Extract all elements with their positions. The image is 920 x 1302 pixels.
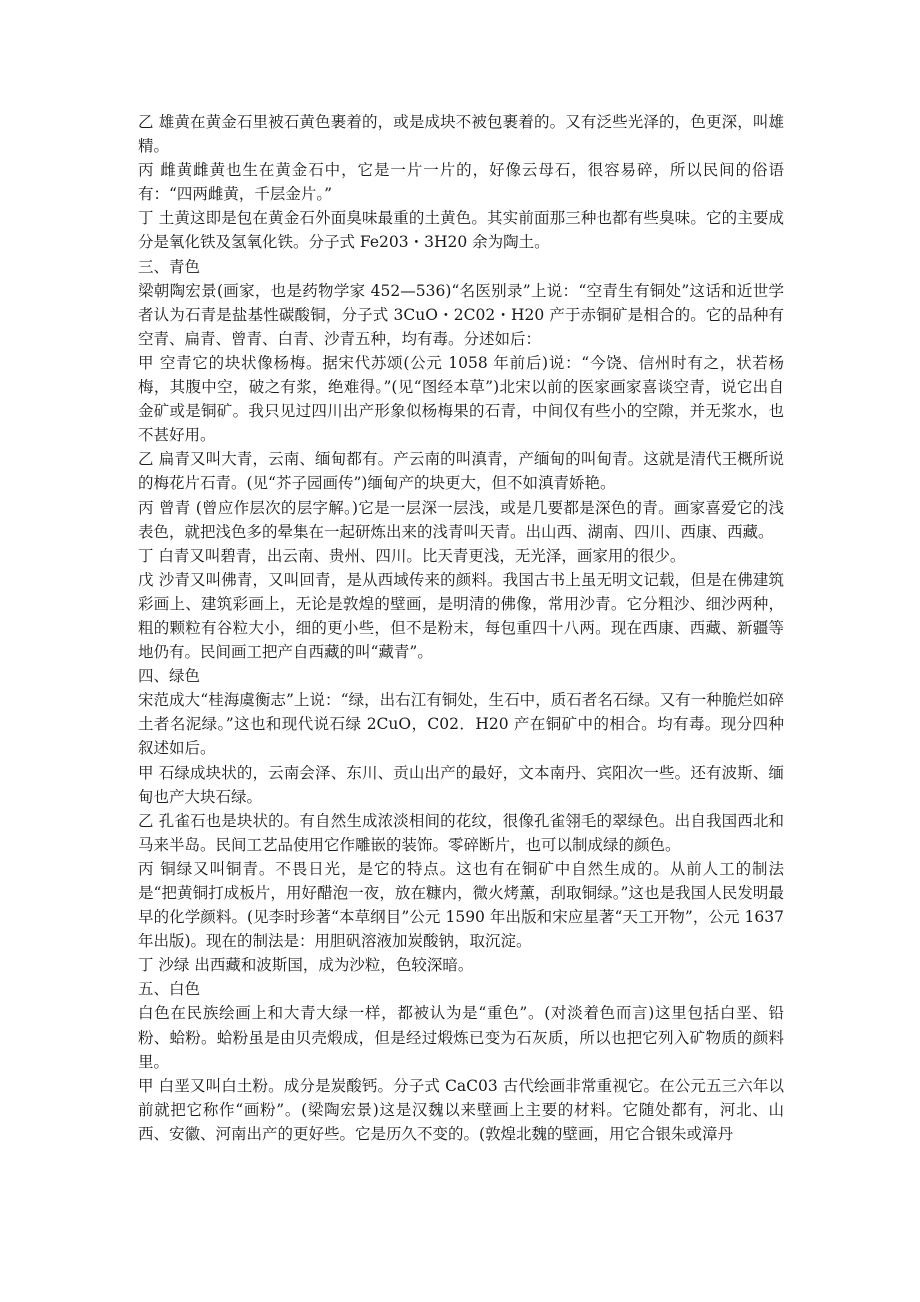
paragraph-jia-shilv: 甲 石绿成块状的，云南会泽、东川、贡山出产的最好，文本南丹、宾阳次一些。还有波斯、缅甸也产大块石绿。 (138, 763, 784, 806)
paragraph-baise-intro: 白色在民族绘画上和大青大绿一样，都被认为是“重色”。(对淡着色而言)这里包括白垩、铅粉、蛤粉。蛤粉虽是由贝壳煅成，但是经过煅炼已变为石灰质，所以也把它列入矿物质的颜料里。 (138, 1004, 784, 1071)
paragraph-qingse-intro: 梁朝陶宏景(画家，也是药物学家 452—536)“名医别录”上说：“空青生有铜处”这话和近世学者认为石青是盐基性碳酸铜，分子式 3CuO・2C02・H20 产于赤铜矿是相合的。它的品种有空青、扁青、曾青、白青、沙青五种，均有毒。分述如后： (138, 281, 784, 348)
paragraph-ding-shalv: 丁 沙绿 出西藏和波斯国，成为沙粒，色较深暗。 (138, 956, 474, 975)
paragraph-ding-tuhuang: 丁 土黄这即是包在黄金石外面臭味最重的土黄色。其实前面那三种也都有些臭味。它的主要成分是氧化铁及氢氧化铁。分子式 Fe203・3H20 余为陶土。 (138, 209, 784, 252)
paragraph-bing-cengqing: 丙 曾青 (曾应作层次的层字解。)它是一层深一层浅，或是几要都是深色的青。画家喜爱它的浅表色，就把浅色多的晕集在一起研炼出来的浅青叫天青。出山西、湖南、四川、西康、西藏。 (138, 498, 784, 541)
paragraph-bing-tonglv: 丙 铜绿又叫铜青。不畏日光，是它的特点。这也有在铜矿中自然生成的。从前人工的制法是“把黄铜打成板片，用好醋泡一夜，放在糠内，微火烤薰，刮取铜绿。”这也是我国人民发明最早的化学颜料。(见李时珍著“本草纲目”公元 1590 年出版和宋应星著“天工开物”，公元 1637 年出版)。现在的制法是：用胆矾溶液加炭酸钠，取沉淀。 (138, 859, 784, 951)
section-heading-baise: 五、白色 (138, 980, 201, 999)
paragraph-ding-baiqing: 丁 白青又叫碧青，出云南、贵州、四川。比天青更浅，无光泽，画家用的很少。 (138, 546, 686, 565)
section-heading-qingse: 三、青色 (138, 257, 201, 276)
section-heading-lvse: 四、绿色 (138, 667, 201, 686)
paragraph-lvse-intro: 宋范成大“桂海虞衡志”上说：“绿，出右江有铜处，生石中，质石者名石绿。又有一种脆烂如碎土者名泥绿。”这也和现代说石绿 2CuO，C02．H20 产在铜矿中的相合。均有毒。现分四种叙述如后。 (138, 691, 784, 758)
document-body (138, 110, 784, 1146)
paragraph-yi-bianqing: 乙 扁青又叫大青，云南、缅甸都有。产云南的叫滇青，产缅甸的叫甸青。这就是清代王概所说的梅花片石青。(见“芥子园画传”)缅甸产的块更大，但不如滇青娇艳。 (138, 450, 784, 493)
paragraph-jia-baie: 甲 白垩又叫白土粉。成分是炭酸钙。分子式 CaC03 古代绘画非常重视它。在公元五三六年以前就把它称作“画粉”。(梁陶宏景)这是汉魏以来壁画上主要的材料。它随处都有，河北、山西、安徽、河南出产的更好些。它是历久不变的。(敦煌北魏的壁画，用它合银朱或漳丹 (138, 1076, 784, 1143)
paragraph-wu-shaqing: 戊 沙青又叫佛青，又叫回青，是从西域传来的颜料。我国古书上虽无明文记载，但是在佛建筑彩画上、建筑彩画上，无论是敦煌的壁画，是明清的佛像，常用沙青。它分粗沙、细沙两种，粗的颗粒有谷粒大小，细的更小些，但不是粉末，每包重四十八两。现在西康、西藏、新疆等地仍有。民间画工把产自西藏的叫“藏青”。 (138, 570, 784, 662)
paragraph-jia-kongqing: 甲 空青它的块状像杨梅。据宋代苏颂(公元 1058 年前后)说：“今饶、信州时有之，状若杨梅，其腹中空，破之有浆，绝难得。”(见“图经本草”)北宋以前的医家画家喜谈空青，说它出自金矿或是铜矿。我只见过四川出产形象似杨梅果的石青，中间仅有些小的空隙，并无浆水，也不甚好用。 (138, 353, 784, 445)
paragraph-bing-cihuang: 丙 雌黄雌黄也生在黄金石中，它是一片一片的，好像云母石，很容易碎，所以民间的俗语有：“四两雌黄，千层金片。” (138, 161, 784, 204)
paragraph-yi-xionghuang: 乙 雄黄在黄金石里被石黄色裹着的，或是成块不被包裹着的。又有泛些光泽的，色更深，叫雄精。 (138, 113, 784, 156)
paragraph-yi-kongqueshi: 乙 孔雀石也是块状的。有自然生成浓淡相间的花纹，很像孔雀翎毛的翠绿色。出自我国西北和马来半岛。民间工艺品使用它作雕嵌的装饰。零碎断片，也可以制成绿的颜色。 (138, 811, 784, 854)
